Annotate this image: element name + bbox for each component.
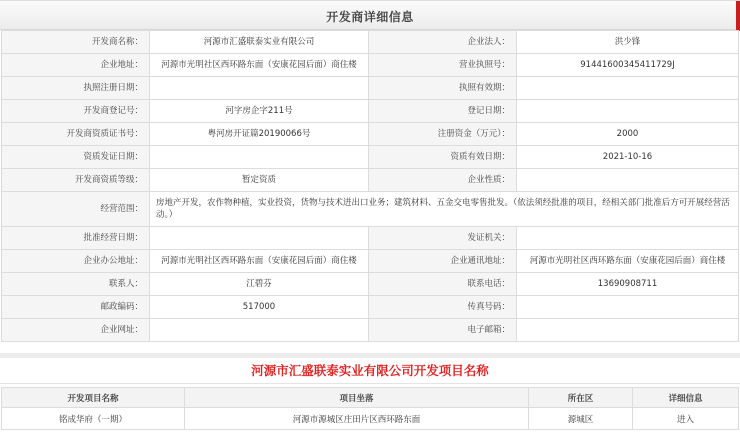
registered-capital-value: 2000 (517, 123, 739, 146)
field-label: 传真号码： (369, 296, 517, 319)
registration-date-value (517, 100, 739, 123)
column-header-detail: 详细信息 (633, 388, 739, 408)
office-address-value: 河源市光明社区西环路东面（安康花园后面）商住楼 (150, 250, 369, 273)
postal-code-value: 517000 (150, 296, 369, 319)
field-label: 注册资金（万元）： (369, 123, 517, 146)
field-label: 开发商名称： (2, 31, 150, 54)
column-header-location: 项目坐落 (185, 388, 529, 408)
info-row (2, 273, 739, 296)
legal-person-value: 洪少锋 (517, 31, 739, 54)
column-header-district: 所在区 (529, 388, 633, 408)
field-label: 企业法人： (369, 31, 517, 54)
field-label: 开发商登记号： (2, 100, 150, 123)
projects-title: 河源市汇盛联泰实业有限公司开发项目名称 (0, 358, 740, 384)
info-row (2, 146, 739, 169)
company-name-value: 河源市汇盛联泰实业有限公司 (150, 31, 369, 54)
license-register-date-value (150, 77, 369, 100)
page-title: 开发商详细信息 (326, 10, 414, 24)
projects-header-row (2, 388, 739, 408)
projects-table (1, 387, 739, 430)
business-scope-value: 房地产开发，农作物种植，实业投资，货物与技术进出口业务；建筑材料、五金交电零售批发。（依法须经批准的项目，经相关部门批准后方可开展经营活动。） (150, 192, 739, 227)
company-info-table (1, 30, 739, 342)
company-address-value: 河源市光明社区西环路东面（安康花园后面）商住楼 (150, 54, 369, 77)
info-row (2, 319, 739, 342)
contact-person-value: 江碧芬 (150, 273, 369, 296)
info-row (2, 169, 739, 192)
qualification-issue-date-value (150, 146, 369, 169)
field-label: 企业性质： (369, 169, 517, 192)
field-label: 资质有效日期： (369, 146, 517, 169)
field-label: 企业通讯地址： (369, 250, 517, 273)
registration-number-value: 河字房企字211号 (150, 100, 369, 123)
field-label: 经营范围： (2, 192, 150, 227)
column-header-project-name: 开发项目名称 (2, 388, 185, 408)
issuing-authority-value (517, 227, 739, 250)
info-row (2, 54, 739, 77)
qualification-valid-date-value: 2021-10-16 (517, 146, 739, 169)
qualification-level-value: 暂定资质 (150, 169, 369, 192)
header-accent-edge (736, 1, 740, 31)
qualification-cert-value: 粤河房开证篇20190066号 (150, 123, 369, 146)
license-valid-value (517, 77, 739, 100)
license-number-value: 91441600345411729J (517, 54, 739, 77)
field-label: 电子邮箱： (369, 319, 517, 342)
fax-number-value (517, 296, 739, 319)
field-label: 执照注册日期： (2, 77, 150, 100)
project-name-cell: 铭成华府（一期） (2, 408, 185, 430)
info-row (2, 227, 739, 250)
project-location-cell: 河源市源城区庄田片区西环路东面 (185, 408, 529, 430)
field-label: 登记日期： (369, 100, 517, 123)
info-row (2, 296, 739, 319)
project-district-cell: 源城区 (529, 408, 633, 430)
field-label: 发证机关： (369, 227, 517, 250)
info-row-scope (2, 192, 739, 227)
field-label: 企业办公地址： (2, 250, 150, 273)
field-label: 资质发证日期： (2, 146, 150, 169)
field-label: 联系人： (2, 273, 150, 296)
website-value (150, 319, 369, 342)
contact-phone-value: 13690908711 (517, 273, 739, 296)
approval-date-value (150, 227, 369, 250)
field-label: 企业地址： (2, 54, 150, 77)
field-label: 开发商资质等级： (2, 169, 150, 192)
info-row (2, 250, 739, 273)
enter-detail-link[interactable]: 进入 (633, 408, 739, 430)
info-row (2, 31, 739, 54)
field-label: 企业网址： (2, 319, 150, 342)
field-label: 执照有效期： (369, 77, 517, 100)
table-row (2, 408, 739, 430)
field-label: 邮政编码： (2, 296, 150, 319)
field-label: 营业执照号： (369, 54, 517, 77)
mailing-address-value: 河源市光明社区西环路东面（安康花园后面）商住楼 (517, 250, 739, 273)
info-row (2, 100, 739, 123)
field-label: 开发商资质证书号： (2, 123, 150, 146)
page-header (0, 0, 740, 30)
field-label: 批准经营日期： (2, 227, 150, 250)
field-label: 联系电话： (369, 273, 517, 296)
company-nature-value (517, 169, 739, 192)
info-row (2, 123, 739, 146)
email-value (517, 319, 739, 342)
info-row (2, 77, 739, 100)
